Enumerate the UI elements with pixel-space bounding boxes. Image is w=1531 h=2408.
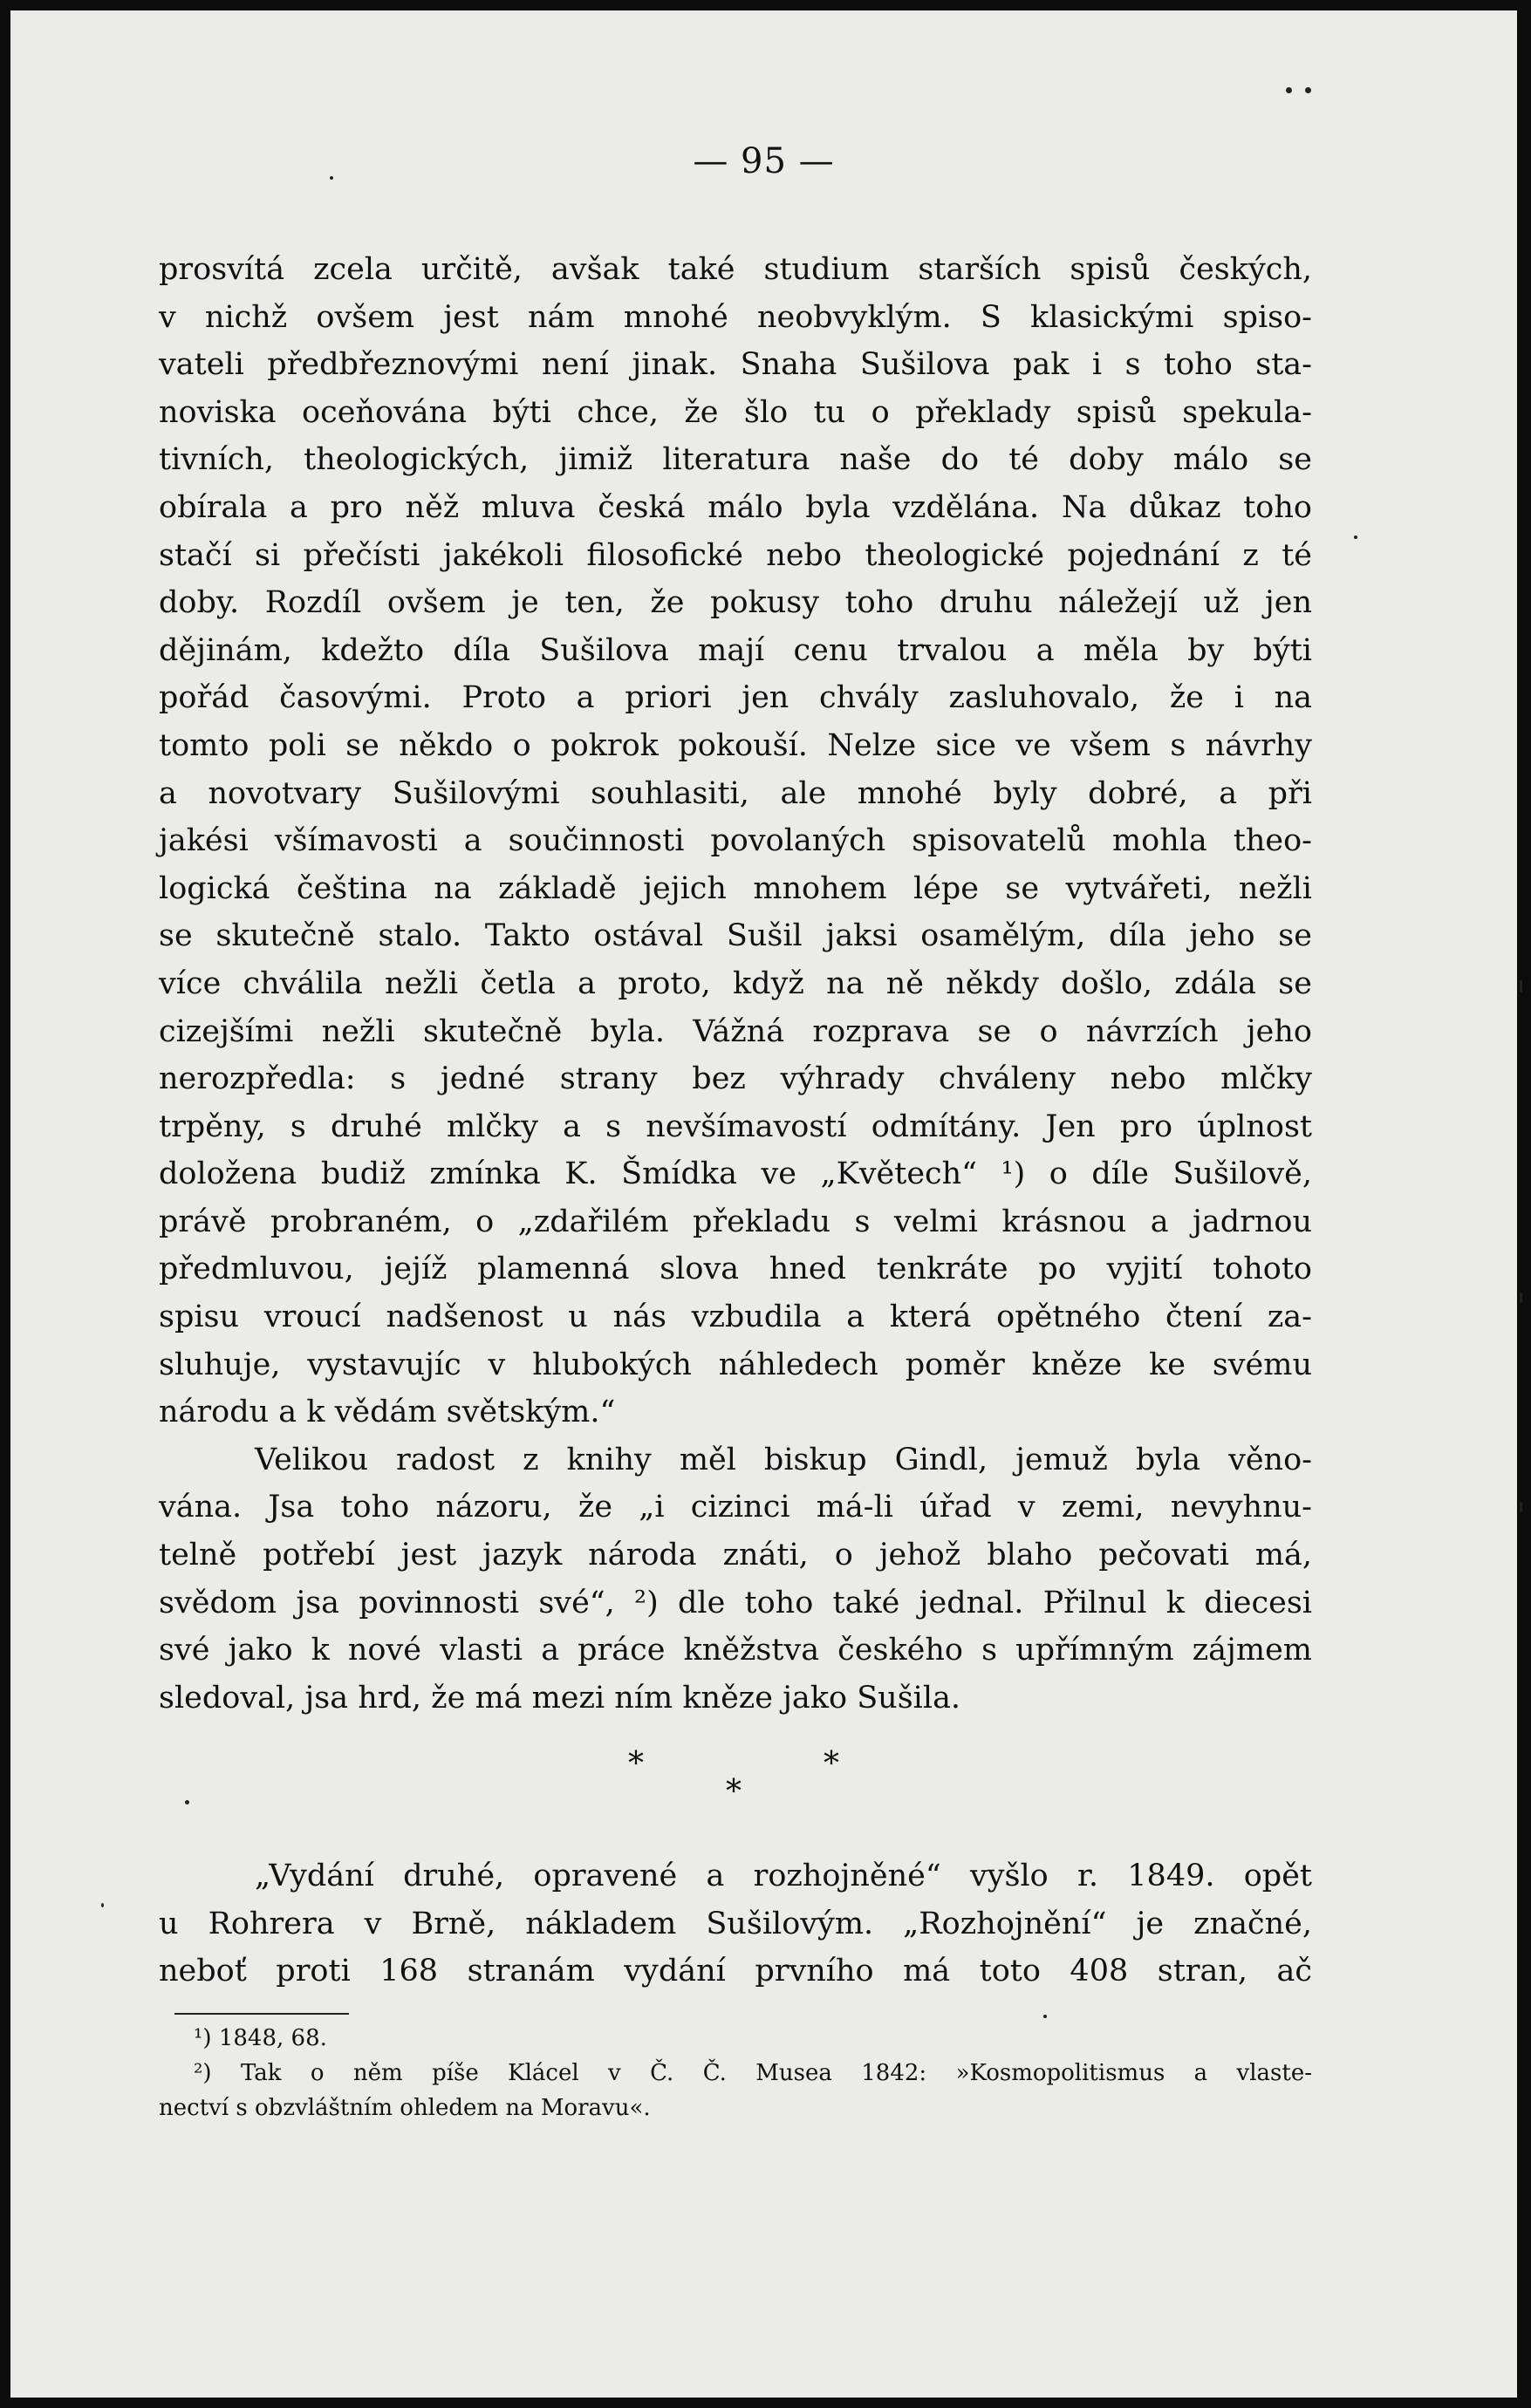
text-line: pořád časovými. Proto a priori jen chvály zasluhovalo, že i na [159,680,1312,716]
main-paragraph [159,246,1312,1722]
text-line: trpěny, s druhé mlčky a s nevšímavostí odmítány. Jen pro úplnost [159,1108,1312,1144]
text-line: stačí si přečísti jakékoli filosofické nebo theologické pojednání z té [159,537,1312,573]
text-line: prosvítá zcela určitě, avšak také studium starších spisů českých, [159,252,1312,287]
scan-speck [101,1903,104,1907]
footnote-2: ²) Tak o něm píše Klácel v Č. Č. Musea 1842: »Kosmopolitismus a vlaste- [194,2060,1312,2086]
text-line: více chválila nežli četla a proto, když na ně někdy došlo, zdála se [159,965,1312,1001]
scan-speck [1520,1293,1522,1303]
text-line: předmluvou, jejíž plamenná slova hned tenkráte po vyjití tohoto [159,1252,1312,1287]
text-line: nerozpředla: s jedné strany bez výhrady chváleny nebo mlčky [159,1061,1312,1097]
footnote-1: ¹) 1848, 68. [194,2025,327,2051]
text-line: a novotvary Sušilovými souhlasiti, ale mnohé byly dobré, a při [159,775,1312,811]
continuation-paragraph [159,1852,1312,1995]
footnote-rule [174,2013,349,2015]
text-line: svědom jsa povinnosti své“, ²) dle toho také jednal. Přilnul k diecesi [159,1585,1312,1620]
text-line: u Rohrera v Brně, nákladem Sušilovým. „Rozhojnění“ je značné, [159,1906,1312,1941]
footnote-2-continued: nectví s obzvláštním ohledem na Moravu«. [159,2095,651,2121]
text-line: právě probraném, o „zdařilém překladu s velmi krásnou a jadrnou [159,1204,1312,1239]
page-number: — 95 — [693,141,835,181]
text-line: doložena budiž zmínka K. Šmídka ve „Květech“ ¹) o díle Sušilově, [159,1156,1312,1192]
scan-speck [1286,87,1292,93]
text-line: sledoval, jsa hrd, že má mezi ním kněze jako Sušila. [159,1680,961,1716]
text-line: obírala a pro něž mluva česká málo byla vzdělána. Na důkaz toho [159,489,1312,525]
text-line: Velikou radost z knihy měl biskup Gindl, jemuž byla věno- [255,1442,1312,1477]
text-line: neboť proti 168 stranám vydání prvního má toto 408 stran, ač [159,1954,1312,1989]
text-line: logická čeština na základě jejich mnohem lépe se vytvářeti, nežli [159,870,1312,906]
scan-speck [1520,1502,1522,1512]
text-line: „Vydání druhé, opravené a rozhojněné“ vyšlo r. 1849. opět [255,1859,1312,1893]
separator-asterisk: * [726,1774,742,1810]
text-line: jakési všímavosti a součinnosti povolaných spisovatelů mohla theo- [159,823,1312,859]
text-line: doby. Rozdíl ovšem je ten, že pokusy toho druhu náležejí už jen [159,585,1312,621]
text-line: telně potřebí jest jazyk národa znáti, o jehož blaho pečovati má, [159,1538,1312,1573]
scan-speck [1520,980,1522,993]
text-line: vána. Jsa toho názoru, že „i cizinci má-li úřad v zemi, nevyhnu- [159,1490,1312,1525]
scan-speck [1305,87,1311,93]
footnotes [159,2021,1312,2125]
scan-speck [185,1800,189,1804]
separator-asterisk: * [628,1746,644,1782]
text-line: vateli předbřeznovými není jinak. Snaha Sušilova pak i s toho sta- [159,347,1312,383]
text-line: dějinám, kdežto díla Sušilova mají cenu trvalou a měla by býti [159,632,1312,668]
scan-speck [1354,535,1357,539]
text-line: tomto poli se někdo o pokrok pokouší. Nelze sice ve všem s návrhy [159,727,1312,763]
text-line: tivních, theologických, jimiž literatura naše do té doby málo se [159,442,1312,478]
text-line: cizejšími nežli skutečně byla. Vážná rozprava se o návrzích jeho [159,1013,1312,1049]
text-line: spisu vroucí nadšenost u nás vzbudila a která opětného čtení za- [159,1300,1312,1335]
section-separator [10,1746,1517,1825]
scan-speck [1043,2015,1047,2018]
text-line: národu a k vědám světským.“ [159,1395,616,1430]
text-line: své jako k nové vlasti a práce kněžstva českého s upřímným zájmem [159,1633,1312,1668]
text-line: v nichž ovšem jest nám mnohé neobvyklým. S klasickými spiso- [159,299,1312,335]
scan-speck [330,176,333,180]
text-line: noviska oceňována býti chce, že šlo tu o překlady spisů spekula- [159,394,1312,430]
separator-asterisk: * [824,1746,839,1782]
text-line: se skutečně stalo. Takto ostával Sušil jaksi osamělým, díla jeho se [159,918,1312,954]
text-line: sluhuje, vystavujíc v hlubokých náhledech poměr kněze ke svému [159,1347,1312,1382]
